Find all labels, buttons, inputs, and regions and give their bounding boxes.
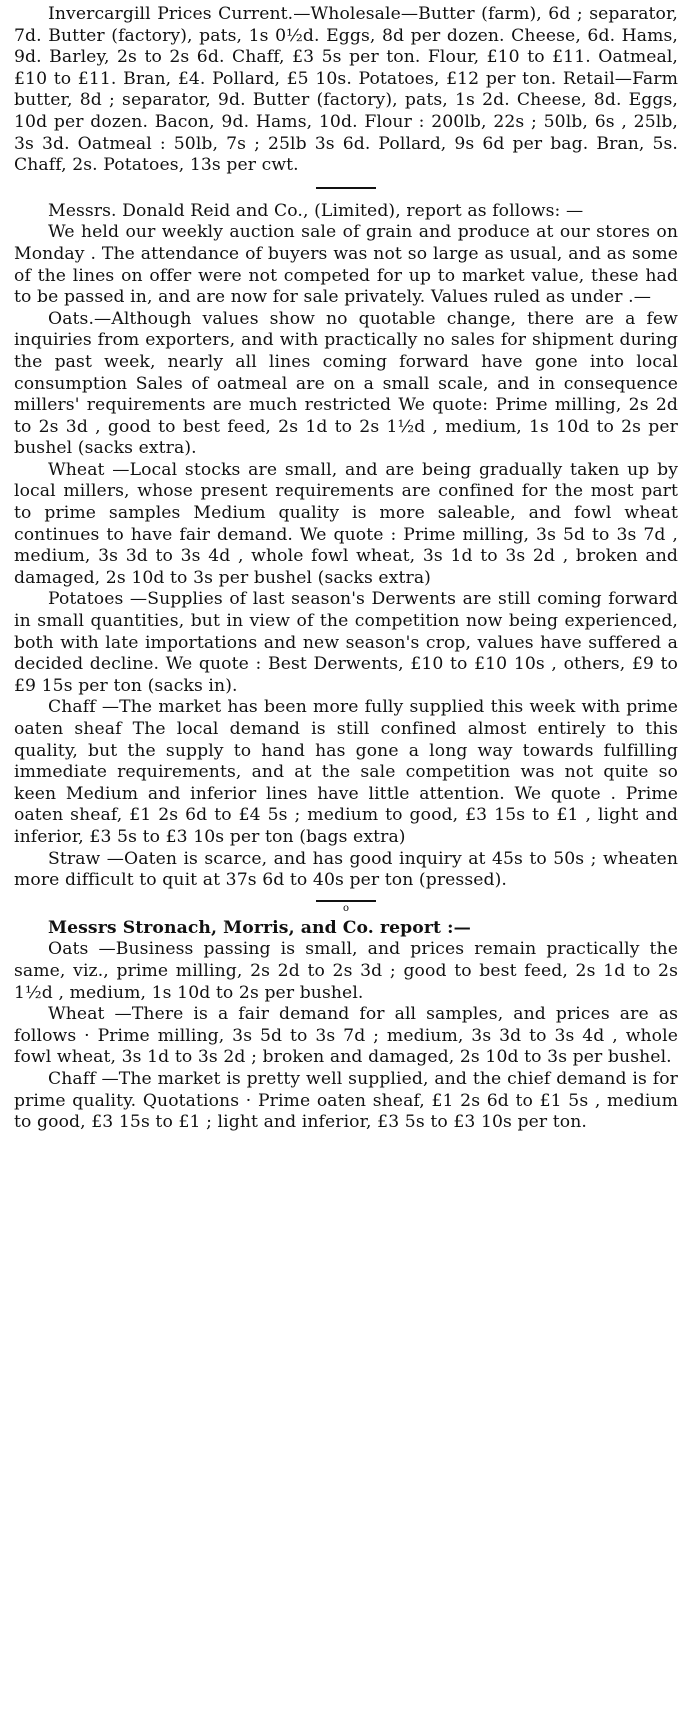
reid-report-intro: Messrs. Donald Reid and Co., (Limited), report as follows: — [48,200,584,221]
section-divider [316,187,376,189]
reid-wheat-paragraph: Wheat —Local stocks are small, and are being gradually taken up by local millers, whose present requirements are confined for the most part to prime samples Medium quality is more saleable, and fowl wheat continues to have fair demand. We quote : Prime milling, 3s 5d to 3s 7d , medium, 3s 3d to 3s 4d , whole fowl wheat, 3s 1d to 3s 2d , broken and damaged, 2s 10d to 3s per bushel (sacks extra) [14,459,678,588]
stronach-wheat-paragraph: Wheat —There is a fair demand for all samples, and prices are as follows · Prime milling, 3s 5d to 3s 7d ; medium, 3s 3d to 3s 4d , whole fowl wheat, 3s 1d to 3s 2d ; broken and damaged, 2s 10d to 3s per bushel. [14,1004,678,1068]
separator-mark: o [342,902,350,914]
reid-straw-paragraph: Straw —Oaten is scarce, and has good inquiry at 45s to 50s ; wheaten more difficult to quit at 37s 6d to 40s per ton (pressed). [14,848,678,891]
section-divider [316,900,376,902]
reid-oats-paragraph: Oats.—Although values show no quotable change, there are a few inquiries from exporters, and with practically no sales for shipment during the past week, nearly all lines coming forward have gone into local consumption Sales of oatmeal are on a small scale, and in consequence millers' requirements are much restricted We quote: Prime milling, 2s 2d to 2s 3d , good to best feed, 2s 1d to 2s 1½d , medium, 1s 10d to 2s per bushel (sacks extra). [14,308,678,459]
stronach-oats-paragraph: Oats —Business passing is small, and prices remain practically the same, viz., prime milling, 2s 2d to 2s 3d ; good to best feed, 2s 1d to 2s 1½d , medium, 1s 10d to 2s per bushel. [14,939,678,1003]
reid-chaff-paragraph: Chaff —The market has been more fully supplied this week with prime oaten sheaf The local demand is still confined almost entirely to this quality, but the supply to hand has gone a long way towards fulfilling immediate requirements, and at the sale competition was not quite so keen Medium and inferior lines have little attention. We quote . Prime oaten sheaf, £1 2s 6d to £4 5s ; medium to good, £3 15s to £1 , light and inferior, £3 5s to £3 10s per ton (bags extra) [14,697,678,847]
stronach-chaff-paragraph: Chaff —The market is pretty well supplied, and the chief demand is for prime quality. Quotations · Prime oaten sheaf, £1 2s 6d to £1 5s , medium to good, £3 15s to £1 ; light and inferior, £3 5s to £3 10s per ton. [14,1068,678,1133]
prices-current-paragraph: Invercargill Prices Current.—Wholesale—Butter (farm), 6d ; separator, 7d. Butter (factory), pats, 1s 0½d. Eggs, 8d per dozen. Cheese, 6d. Hams, 9d. Barley, 2s to 2s 6d. Chaff, £3 5s per ton. Flour, £10 to £11. Oatmeal, £10 to £11. Bran, £4. Pollard, £5 10s. Potatoes, £12 per ton. Retail—Farm butter, 8d ; separator, 9d. Butter (factory), pats, 1s 2d. Cheese, 8d. Eggs, 10d per dozen. Bacon, 9d. Hams, 10d. Flour : 200lb, 22s ; 50lb, 6s , 25lb, 3s 3d. Oatmeal : 50lb, 7s ; 25lb 3s 6d. Pollard, 9s 6d per bag. Bran, 5s. Chaff, 2s. Potatoes, 13s per cwt. [14,4,678,176]
stronach-report-intro: Messrs Stronach, Morris, and Co. report :— [48,917,471,938]
reid-auction-paragraph: We held our weekly auction sale of grain and produce at our stores on Monday . The attendance of buyers was not so large as usual, and as some of the lines on offer were not competed for up to market value, these had to be passed in, and are now for sale privately. Values ruled as under .— [14,222,678,308]
reid-potatoes-paragraph: Potatoes —Supplies of last season's Derwents are still coming forward in small quantities, but in view of the competition now being experienced, both with late importations and new season's crop, values have suffered a decided decline. We quote : Best Derwents, £10 to £10 10s , others, £9 to £9 15s per ton (sacks in). [14,589,678,696]
